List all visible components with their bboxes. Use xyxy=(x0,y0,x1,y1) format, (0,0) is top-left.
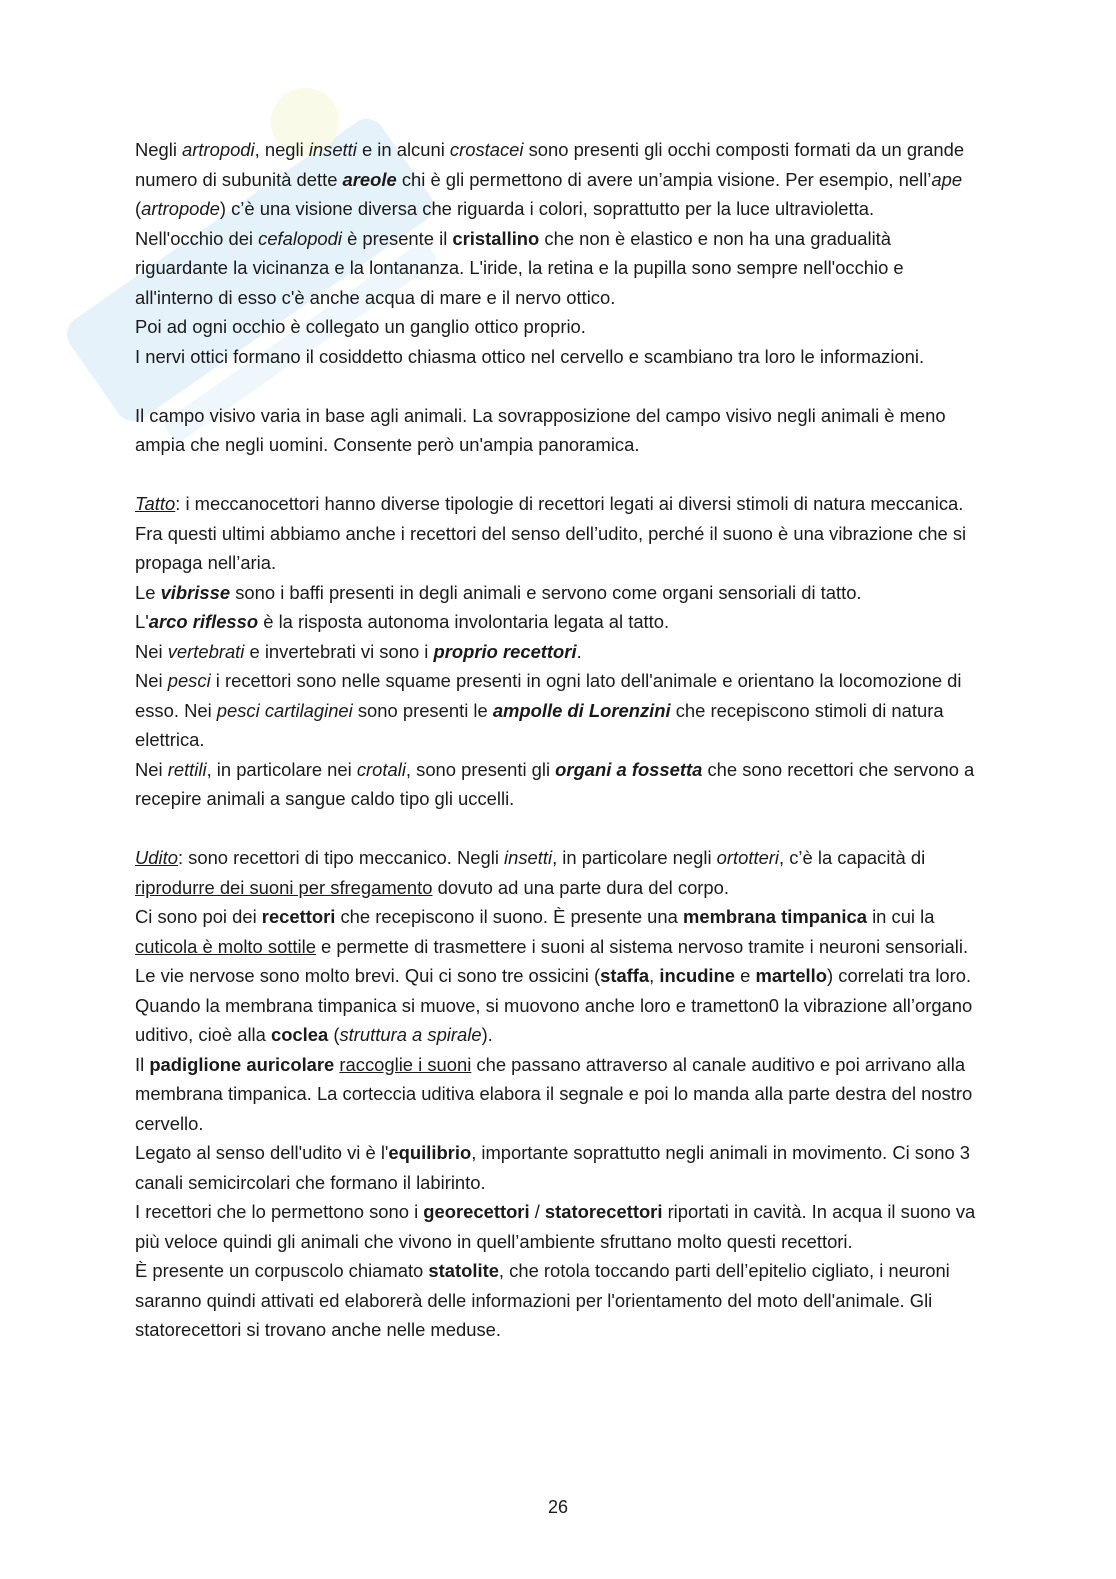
text-run: cristallino xyxy=(452,227,540,249)
text-run: statolite xyxy=(428,1260,499,1281)
paragraph-p11 xyxy=(135,755,985,814)
text-run: sono i baffi presenti in degli animali e servono come organi sensoriali di tatto. xyxy=(230,581,862,603)
text-run: . xyxy=(576,640,582,662)
text-run: ). xyxy=(481,1024,493,1045)
text-run: Le xyxy=(135,581,161,603)
paragraph-p3 xyxy=(135,312,985,342)
text-run: ape xyxy=(931,168,963,190)
text-run: sono presenti gli occhi composti formati da un grande numero di subunità dette xyxy=(135,139,965,190)
text-run: , in particolare nei xyxy=(206,758,357,780)
paragraph-p2 xyxy=(135,224,985,313)
text-run: è presente il xyxy=(341,227,453,249)
text-run: rettili xyxy=(167,758,207,780)
paragraph-p8 xyxy=(135,607,985,637)
text-run: che recepiscono stimoli di natura elettrica. xyxy=(135,699,944,750)
text-run: che passano attraverso al canale auditivo e poi arrivano alla membrana timpanica. La corteccia uditiva elabora il segnale e poi lo manda alla parte destra del nostro cervello. xyxy=(135,1053,973,1134)
text-run: artropodi xyxy=(182,139,255,160)
text-run: Ci sono poi dei xyxy=(135,906,262,927)
paragraph-spacer xyxy=(135,460,985,490)
text-run: Negli xyxy=(135,139,183,160)
text-run: , che rotola toccando parti dell’epitelio cigliato, i neuroni saranno quindi attivati ed elaborerà delle informazioni per l'orientamento del moto dell'animale. Gli statorecettori si trovano anche nelle meduse. xyxy=(135,1260,950,1340)
text-run: dovuto ad una parte dura del corpo. xyxy=(432,876,729,898)
body-text xyxy=(135,135,985,1345)
text-run: padiglione auricolare xyxy=(149,1053,335,1075)
text-run: , c’è la capacità di xyxy=(779,847,926,868)
paragraph-p10 xyxy=(135,666,985,755)
text-run: artropode xyxy=(141,198,220,219)
text-run: in cui la xyxy=(866,906,935,927)
text-run: Nell'occhio dei xyxy=(135,227,259,249)
text-run: ) c’è una visione diversa che riguarda i colori, soprattutto per la luce ultravioletta. xyxy=(219,198,875,219)
text-run: areole xyxy=(342,168,397,190)
text-run: georecettori xyxy=(423,1201,530,1222)
text-run: e xyxy=(735,965,756,986)
text-run: I recettori che lo permettono sono i xyxy=(135,1201,424,1222)
text-run: Nei xyxy=(135,670,168,691)
text-run: Tatto xyxy=(135,493,176,514)
text-run: I nervi ottici formano il cosiddetto chiasma ottico nel cervello e scambiano tra loro le informazioni. xyxy=(135,345,925,367)
text-run: L' xyxy=(135,611,149,632)
text-run: , sono presenti gli xyxy=(405,758,556,780)
text-run: statorecettori xyxy=(544,1201,663,1222)
text-run: staffa xyxy=(600,965,650,986)
text-run: , in particolare negli xyxy=(552,847,717,868)
text-run: , importante soprattutto negli animali in movimento. Ci sono 3 canali semicircolari che formano il labirinto. xyxy=(135,1142,971,1193)
text-run: vibrisse xyxy=(160,581,231,603)
paragraph-p6 xyxy=(135,489,985,578)
text-run: che sono recettori che servono a recepire animali a sangue caldo tipo gli uccelli. xyxy=(135,758,975,809)
text-run: riportati in cavità. In acqua il suono va più veloce quindi gli animali che vivono in quell’ambiente sfruttano molto questi recettori. xyxy=(135,1201,976,1252)
text-run: cefalopodi xyxy=(258,227,342,249)
text-run: cuticola è molto sottile xyxy=(135,935,316,957)
text-run: chi è gli permettono di avere un’ampia visione. Per esempio, nell’ xyxy=(396,168,932,190)
text-run: ( xyxy=(135,198,142,219)
text-run: che non è elastico e non ha una gradualità riguardante la vicinanza e la lontananza. L'iride, la retina e la pupilla sono sempre nell'occhio e all'interno di esso c'è anche acqua di mare e il nervo ottico. xyxy=(135,227,904,308)
text-run: , negli xyxy=(254,139,309,160)
text-run: raccoglie i suoni xyxy=(339,1053,472,1075)
text-run: ) correlati tra loro. Quando la membrana timpanica si muove, si muovono anche loro e trametton0 la vibrazione all’organo uditivo, cioè alla xyxy=(135,965,973,1045)
paragraph-spacer xyxy=(135,814,985,844)
text-run: organi a fossetta xyxy=(555,758,703,780)
page-number: 26 xyxy=(547,1497,569,1517)
text-run: martello xyxy=(755,965,828,986)
paragraph-p15 xyxy=(135,1138,985,1197)
text-run: incudine xyxy=(659,965,736,986)
text-run: Il xyxy=(135,1053,150,1075)
text-run: Nei xyxy=(135,758,168,780)
text-run: equilibrio xyxy=(388,1142,472,1163)
text-run: pesci xyxy=(167,670,211,691)
text-run: proprio recettori xyxy=(433,640,577,662)
text-run: che recepiscono il suono. È presente una xyxy=(335,906,683,927)
text-run: insetti xyxy=(308,139,357,160)
text-run: Poi ad ogni occhio è collegato un ganglio ottico proprio. xyxy=(135,316,586,337)
text-run: Il campo visivo varia in base agli animali. La sovrapposizione del campo visivo negli animali è meno ampia che negli uomini. Consente però un'ampia panoramica. xyxy=(135,404,946,455)
paragraph-p1 xyxy=(135,135,985,224)
text-run: sono presenti le xyxy=(352,699,493,721)
text-run: riprodurre dei suoni per sfregamento xyxy=(135,876,433,898)
text-run: coclea xyxy=(270,1024,329,1045)
text-run: ortotteri xyxy=(716,847,780,868)
paragraph-p9 xyxy=(135,637,985,667)
text-run: : i meccanocettori hanno diverse tipologie di recettori legati ai diversi stimoli di natura meccanica. Fra questi ultimi abbiamo anche i recettori del senso dell’udito, perché il suono è una vibrazione che si propaga nell’aria. xyxy=(135,493,967,573)
text-run: ampolle di Lorenzini xyxy=(492,699,671,721)
text-run: Udito xyxy=(135,847,178,868)
text-run: e in alcuni xyxy=(356,139,450,160)
paragraph-p7 xyxy=(135,578,985,608)
text-run: Nei xyxy=(135,640,168,662)
text-run: insetti xyxy=(504,847,553,868)
text-run: i recettori sono nelle squame presenti in ogni lato dell'animale e orientano la locomozione di esso. Nei xyxy=(135,670,962,721)
text-run: crotali xyxy=(356,758,406,780)
text-run: : sono recettori di tipo meccanico. Negli xyxy=(177,847,505,868)
paragraph-p4 xyxy=(135,342,985,372)
paragraph-p13 xyxy=(135,902,985,1050)
text-run: ( xyxy=(328,1024,340,1045)
text-run: arco riflesso xyxy=(148,611,259,632)
text-run: recettori xyxy=(261,906,336,927)
paragraph-p5 xyxy=(135,401,985,460)
paragraph-spacer xyxy=(135,371,985,401)
text-run: crostacei xyxy=(449,139,524,160)
text-run: e permette di trasmettere i suoni al sistema nervoso tramite i neuroni sensoriali. Le vie nervose sono molto brevi. Qui ci sono tre ossicini ( xyxy=(135,935,969,986)
text-run: Legato al senso dell'udito vi è l' xyxy=(135,1142,389,1163)
text-run: È presente un corpuscolo chiamato xyxy=(135,1260,429,1281)
paragraph-p14 xyxy=(135,1050,985,1139)
paragraph-p12 xyxy=(135,843,985,902)
text-run: è la risposta autonoma involontaria legata al tatto. xyxy=(258,611,670,632)
text-run: vertebrati xyxy=(167,640,245,662)
text-run: e invertebrati vi sono i xyxy=(244,640,434,662)
text-run: pesci cartilaginei xyxy=(216,699,353,721)
paragraph-p16 xyxy=(135,1197,985,1256)
text-run: , xyxy=(649,965,660,986)
text-run: membrana timpanica xyxy=(682,906,867,927)
text-run: / xyxy=(529,1201,545,1222)
paragraph-p17 xyxy=(135,1256,985,1345)
text-run: struttura a spirale xyxy=(339,1024,482,1045)
